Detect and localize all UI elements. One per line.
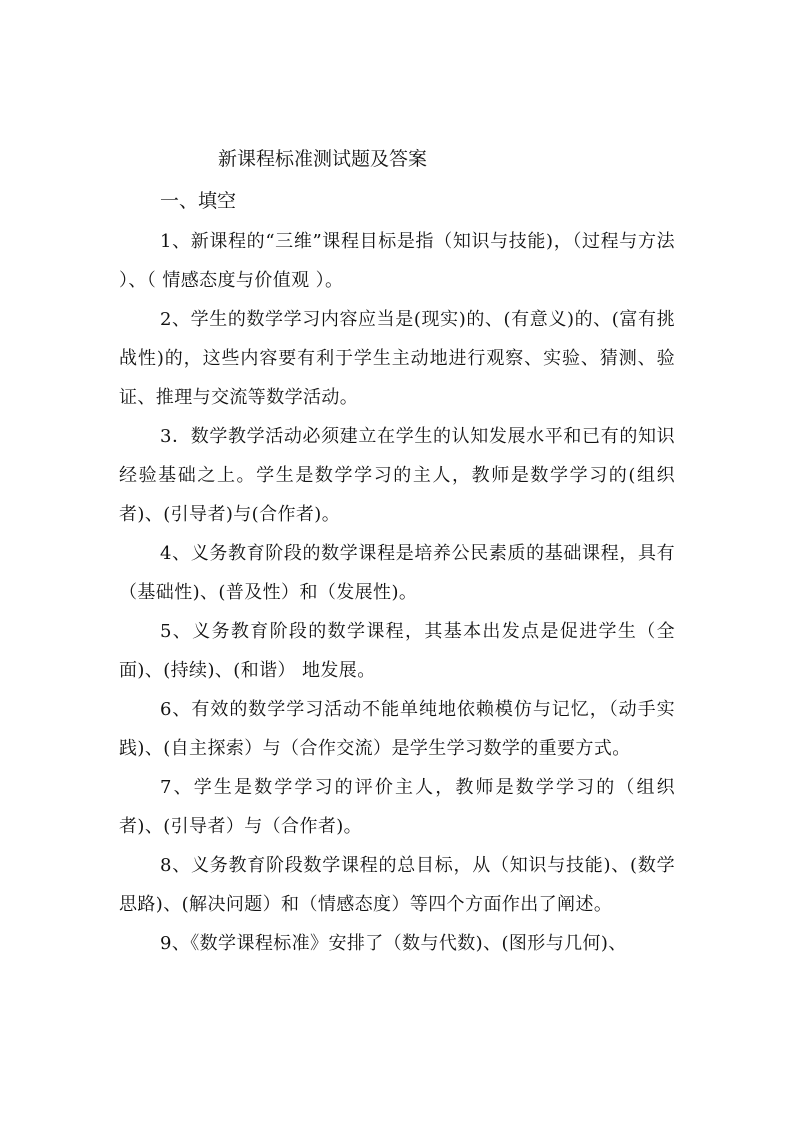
question-list (119, 222, 675, 963)
question-item-9: 9、《数学课程标准》安排了（数与代数)、(图形与几何)、 (160, 933, 627, 954)
question-item-8: 8、义务教育阶段数学课程的总目标，从（知识与技能)、(数学思路)、(解决问题）和（情感态度）等四个方面作出了阐述。 (119, 855, 675, 915)
question-item-5: 5、义务教育阶段的数学课程，其基本出发点是促进学生（全面)、(持续)、(和谐） 地发展。 (119, 621, 675, 681)
question-item-1: 1、新课程的“三维”课程目标是指（知识与技能)，（过程与方法 ）、（ 情感态度与价值观 ）。 (119, 231, 675, 291)
question-item-4: 4、义务教育阶段的数学课程是培养公民素质的基础课程，具有（基础性)、(普及性）和（发展性)。 (119, 543, 675, 603)
page-title: 新课程标准测试题及答案 (218, 148, 428, 170)
section-heading: 一、填空 (160, 190, 237, 212)
question-item-2: 2、学生的数学学习内容应当是(现实)的、(有意义)的、(富有挑战性)的，这些内容要有利于学生主动地进行观察、实验、猜测、验证、推理与交流等数学活动。 (119, 309, 675, 408)
question-item-6: 6、有效的数学学习活动不能单纯地依赖模仿与记忆，（动手实践)、(自主探索）与（合作交流）是学生学习数学的重要方式。 (119, 699, 675, 759)
question-item-7: 7、学生是数学学习的评价主人，教师是数学学习的（组织者)、(引导者）与（合作者)。 (119, 777, 675, 837)
question-item-3: 3．数学教学活动必须建立在学生的认知发展水平和已有的知识经验基础之上。学生是数学学习的主人，教师是数学学习的(组织者)、(引导者)与(合作者)。 (119, 426, 675, 525)
